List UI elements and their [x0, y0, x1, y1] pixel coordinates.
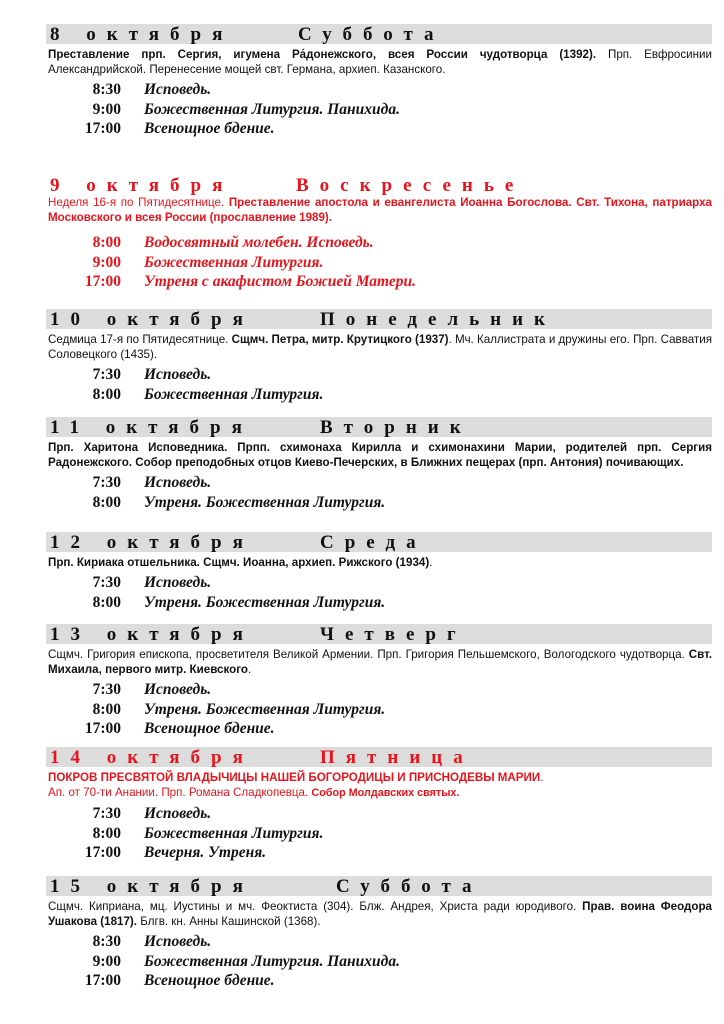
desc-part: Неделя 16-я по Пятидесятнице. — [48, 196, 229, 209]
service-name: Утреня. Божественная Литургия. — [144, 700, 386, 718]
day-weekday: Суббота — [298, 24, 445, 44]
day-13-october — [46, 624, 712, 739]
day-header — [46, 876, 712, 896]
desc-part: Преставление апостола и евангелиста Иоанна Богослова. Свт. Тихона, патриарха Московского и всея России (прославление 1989). — [48, 196, 712, 224]
service-name: Вечерня. Утреня. — [144, 844, 267, 861]
day-header — [46, 624, 712, 644]
desc-part: Преставление прп. Сергия, игумена Ра́донежского, всея России чудотворца (1392). — [48, 48, 597, 61]
service-time: 7:30 — [92, 366, 121, 383]
service-name: Исповедь. — [144, 933, 212, 950]
day-header — [46, 417, 712, 437]
desc-part: Прав. воина Феодора Ушакова (1817). — [48, 900, 713, 928]
day-header — [46, 309, 712, 329]
desc-part: Свт. Михаила, первого митр. Киевского — [48, 648, 712, 676]
service-time: 17:00 — [84, 972, 121, 989]
service-row — [46, 719, 712, 739]
service-row — [46, 80, 712, 100]
service-row — [46, 824, 712, 844]
service-row — [46, 253, 712, 273]
feast-title: ПОКРОВ ПРЕСВЯТОЙ ВЛАДЫЧИЦЫ НАШЕЙ БОГОРОДИЦЫ И ПРИСНОДЕВЫ МАРИИ — [48, 771, 541, 784]
day-description — [46, 332, 712, 362]
service-time: 7:30 — [92, 574, 121, 591]
service-row — [46, 700, 712, 720]
day-date: 13 октября — [50, 624, 254, 644]
service-row — [46, 365, 712, 385]
day-date: 11 октября — [50, 417, 253, 437]
day-15-october — [46, 876, 712, 991]
service-list — [46, 233, 712, 292]
service-time: 8:00 — [92, 824, 121, 842]
day-description — [46, 47, 712, 77]
day-header — [46, 747, 712, 767]
service-row — [46, 272, 712, 292]
service-name: Всенощное бдение. — [144, 972, 275, 989]
service-time: 8:30 — [92, 933, 121, 950]
desc-part: Ап. от 70-ти Анании. Прп. Романа Сладкопевца. — [48, 786, 312, 799]
day-date: 12 октября — [50, 532, 254, 552]
day-description — [46, 770, 712, 801]
service-list — [46, 804, 712, 863]
service-time: 8:00 — [92, 493, 121, 511]
desc-part: . — [247, 663, 252, 676]
desc-part: Сщмч. Киприана, мц. Иустины и мч. Феоктиста (304). Блж. Андрея, Христа ради юродивого. — [48, 900, 583, 913]
service-name: Исповедь. — [144, 805, 212, 822]
service-name: Исповедь. — [144, 474, 212, 491]
day-weekday: Четверг — [320, 624, 467, 644]
day-description — [46, 440, 712, 470]
service-row — [46, 385, 712, 405]
day-weekday: Вторник — [320, 417, 472, 437]
service-time: 8:00 — [92, 234, 121, 251]
service-row — [46, 593, 712, 613]
desc-part: Прп. Евфросинии Александрийской. Перенесение мощей свт. Германа, архиеп. Казанского. — [48, 48, 713, 76]
service-row — [46, 473, 712, 493]
service-time: 8:00 — [92, 700, 121, 718]
service-time: 7:30 — [92, 474, 121, 491]
service-name: Божественная Литургия. — [144, 824, 324, 842]
day-10-october — [46, 309, 712, 404]
service-time: 17:00 — [84, 720, 121, 737]
day-weekday: Среда — [320, 532, 427, 552]
service-time: 8:00 — [92, 593, 121, 611]
desc-part: Собор Молдавских святых. — [311, 787, 460, 799]
service-row — [46, 843, 712, 863]
day-weekday: Понедельник — [320, 309, 557, 329]
service-time: 8:00 — [92, 385, 121, 403]
desc-part: Блгв. кн. Анны Кашинской (1368). — [137, 915, 321, 928]
day-date: 14 октября — [50, 747, 254, 767]
service-name: Утреня. Божественная Литургия. — [144, 493, 386, 511]
service-time: 8:30 — [92, 81, 121, 98]
service-time: 9:00 — [92, 253, 121, 271]
day-11-october — [46, 417, 712, 512]
desc-part: Прп. Кириака отшельника. Сщмч. Иоанна, архиеп. Рижского (1934) — [48, 556, 430, 569]
day-date: 9 октября — [50, 175, 234, 195]
service-name: Утреня с акафистом Божией Матери. — [144, 273, 417, 290]
service-name: Исповедь. — [144, 81, 212, 98]
day-description — [46, 555, 712, 570]
day-description — [46, 195, 712, 225]
service-name: Всенощное бдение. — [144, 120, 275, 137]
service-name: Исповедь. — [144, 366, 212, 383]
day-date: 15 октября — [50, 876, 254, 896]
desc-part: . — [429, 556, 433, 569]
service-time: 17:00 — [84, 120, 121, 137]
desc-part: Прп. Харитона Исповедника. Прпп. схимонаха Кирилла и схимонахини Марии, родителей прп. Сергия Радонежского. Собор преподобных отцов Киево-Печерских, в Ближних пещерах (прп. Антония) почивающих. — [48, 441, 712, 469]
service-name: Божественная Литургия. Панихида. — [144, 100, 400, 118]
day-weekday: Пятница — [320, 747, 474, 767]
day-description — [46, 899, 712, 929]
service-row — [46, 680, 712, 700]
service-time: 7:30 — [92, 805, 121, 822]
service-row — [46, 573, 712, 593]
day-header — [46, 532, 712, 552]
service-row — [46, 804, 712, 824]
day-weekday: Суббота — [336, 876, 483, 896]
desc-part: . Мч. Каллистрата и дружины его. Прп. Савватия Соловецкого (1435). — [48, 333, 712, 361]
service-name: Божественная Литургия. — [144, 253, 324, 271]
service-row — [46, 932, 712, 952]
service-list — [46, 573, 712, 612]
service-row — [46, 100, 712, 120]
service-time: 17:00 — [84, 273, 121, 290]
service-name: Всенощное бдение. — [144, 720, 275, 737]
service-name: Исповедь. — [144, 574, 212, 591]
desc-part: Сщмч. Григория епископа, просветителя Великой Армении. Прп. Григория Пельшемского, Вологодского чудотворца. — [48, 648, 689, 661]
day-8-october — [46, 24, 712, 139]
service-name: Божественная Литургия. — [144, 385, 324, 403]
day-weekday: Воскресенье — [296, 175, 525, 195]
desc-part: . — [540, 771, 544, 784]
desc-part: Седмица 17-я по Пятидесятнице. — [48, 333, 232, 346]
service-time: 9:00 — [92, 952, 121, 970]
service-name: Утреня. Божественная Литургия. — [144, 593, 386, 611]
day-9-october — [46, 175, 712, 292]
day-date: 8 октября — [50, 24, 234, 44]
service-name: Божественная Литургия. Панихида. — [144, 952, 400, 970]
service-list — [46, 365, 712, 404]
service-time: 7:30 — [92, 681, 121, 698]
desc-part: Сщмч. Петра, митр. Крутицкого (1937) — [231, 333, 449, 346]
day-description — [46, 647, 712, 677]
service-row — [46, 119, 712, 139]
service-list — [46, 473, 712, 512]
day-header — [46, 24, 712, 44]
service-list — [46, 932, 712, 991]
service-row — [46, 493, 712, 513]
day-date: 10 октября — [50, 309, 254, 329]
service-name: Исповедь. — [144, 681, 212, 698]
service-row — [46, 233, 712, 253]
service-name: Водосвятный молебен. Исповедь. — [144, 234, 374, 251]
service-row — [46, 952, 712, 972]
service-time: 9:00 — [92, 100, 121, 118]
day-14-october — [46, 747, 712, 863]
day-header — [46, 175, 712, 195]
service-list — [46, 680, 712, 739]
service-row — [46, 971, 712, 991]
day-12-october — [46, 532, 712, 612]
service-time: 17:00 — [84, 844, 121, 861]
service-list — [46, 80, 712, 139]
